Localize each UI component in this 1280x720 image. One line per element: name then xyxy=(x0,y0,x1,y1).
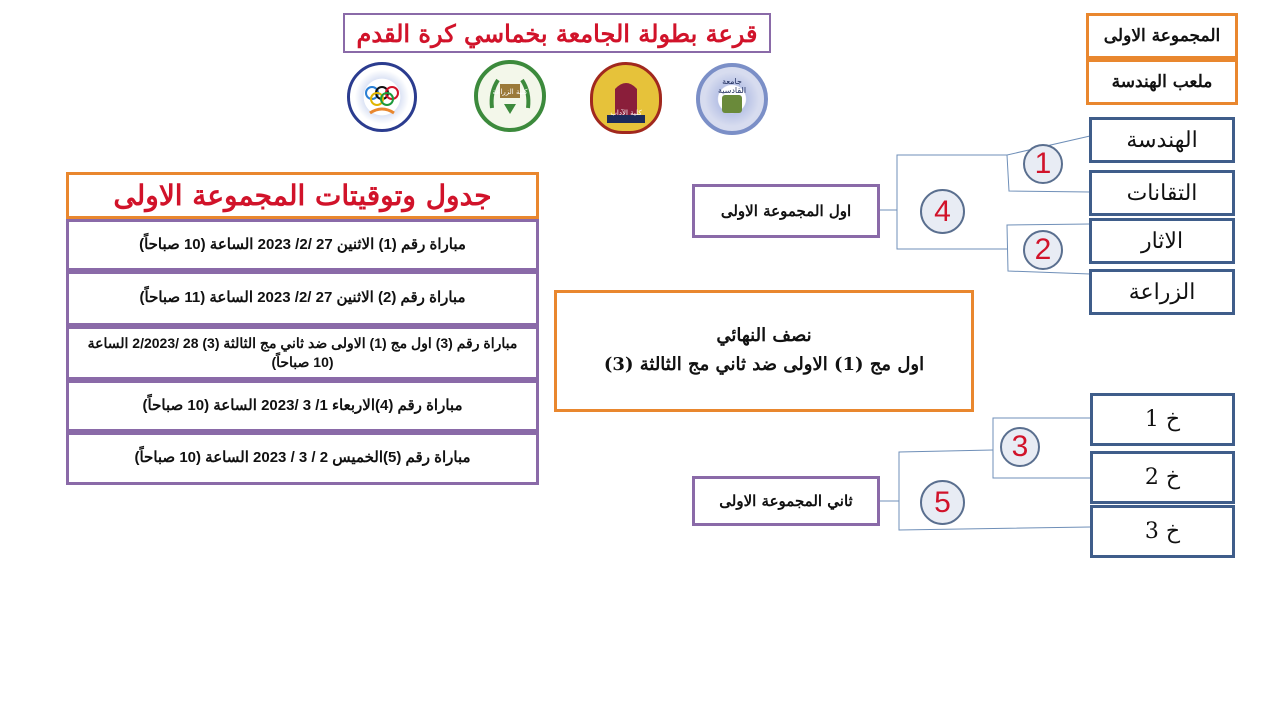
group-name-box xyxy=(1086,13,1238,59)
arts-college-logo xyxy=(590,62,662,134)
team-kh-3: خ 3 xyxy=(1090,505,1235,558)
venue-name: ملعب الهندسة xyxy=(1111,72,1213,92)
team-agriculture: الزراعة xyxy=(1089,269,1235,315)
group-name: المجموعة الاولى xyxy=(1103,26,1221,46)
team-kh-1: خ 1 xyxy=(1090,393,1235,446)
match-number-4: 4 xyxy=(920,189,965,234)
semifinal-match: اول مج (1) الاولى ضد ثاني مج الثالثة (3) xyxy=(603,354,925,375)
schedule-row-2: مباراة رقم (2) الاثنين 27 /2/ 2023 الساعة (11 صباحاً) xyxy=(66,271,539,326)
arts-logo-text: كلية الآداب xyxy=(610,109,642,117)
team-techniques: التقانات xyxy=(1089,170,1235,216)
semifinal-title: نصف النهائي xyxy=(716,325,812,347)
schedule-row-5: مباراة رقم (5)الخميس 2 / 3 / 2023 الساعة (10 صباحاً) xyxy=(66,432,539,485)
schedule-row-4: مباراة رقم (4)الاربعاء 1/ 3 /2023 الساعة (10 صباحاً) xyxy=(66,380,539,432)
page-title: قرعة بطولة الجامعة بخماسي كرة القدم xyxy=(343,13,771,53)
sports-activities-logo xyxy=(347,62,417,132)
semifinal-box xyxy=(554,290,974,412)
match-number-3: 3 xyxy=(1000,427,1040,467)
agriculture-logo-text: كلية الزراعة xyxy=(492,88,528,96)
university-logo xyxy=(696,63,768,135)
schedule-heading: جدول وتوقيتات المجموعة الاولى xyxy=(66,172,539,219)
university-logo-text: جامعة القادسية xyxy=(717,77,747,95)
match-number-5: 5 xyxy=(920,480,965,525)
agriculture-college-logo xyxy=(474,60,546,132)
second-place-label: ثاني المجموعة الاولى xyxy=(692,476,880,526)
venue-box xyxy=(1086,59,1238,105)
first-place-label: اول المجموعة الاولى xyxy=(692,184,880,238)
match-number-2: 2 xyxy=(1023,230,1063,270)
team-archaeology: الاثار xyxy=(1089,218,1235,264)
schedule-row-1: مباراة رقم (1) الاثنين 27 /2/ 2023 الساعة (10 صباحاً) xyxy=(66,219,539,271)
university-emblem-icon xyxy=(722,95,742,113)
team-kh-2: خ 2 xyxy=(1090,451,1235,504)
team-engineering: الهندسة xyxy=(1089,117,1235,163)
schedule-row-3: مباراة رقم (3) اول مج (1) الاولى ضد ثاني مج الثالثة (3) 28 /2/2023 الساعة (10 صباحاً) xyxy=(66,326,539,380)
match-number-1: 1 xyxy=(1023,144,1063,184)
